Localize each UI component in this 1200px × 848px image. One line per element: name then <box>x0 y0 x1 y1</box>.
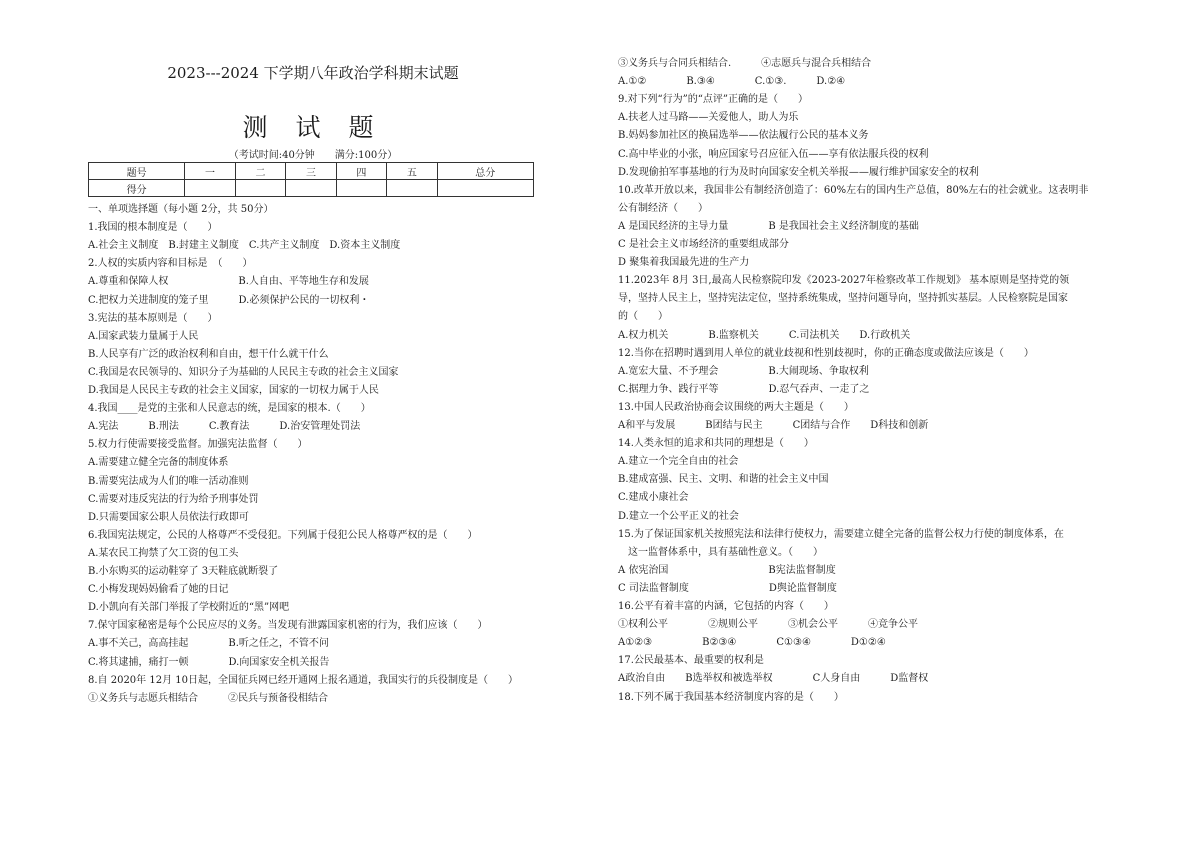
text-line: A.扶老人过马路——关爱他人，助人为乐 <box>618 112 799 124</box>
score-table-header-cell: 总分 <box>437 163 533 180</box>
text-line: A①②③ B②③④ C①③④ D①②④ <box>618 637 886 649</box>
text-line: 11.2023年 8月 3日,最高人民检察院印发《2023-2027年检察改革工作规划》 基本原则是坚持党的领 <box>618 275 1070 287</box>
text-line: B.建成富强、民主、文明、和谐的社会主义中国 <box>618 474 829 486</box>
score-cell <box>235 180 285 197</box>
text-line: A.①② B.③④ C.①③. D.②④ <box>618 76 846 88</box>
score-table <box>88 162 534 197</box>
text-line: 9.对下列“行为”的“点评”正确的是（ ） <box>618 94 808 106</box>
score-table-header-cell: 五 <box>387 163 437 180</box>
text-line: 15.为了保证国家机关按照宪法和法律行使权力，需要建立健全完备的监督公权力行使的制度体系，在 <box>618 528 1064 540</box>
text-line: D.发现偷拍军事基地的行为及时向国家安全机关举报——履行维护国家安全的权利 <box>618 166 979 178</box>
text-line: 4.我国____是党的主张和人民意志的统，是国家的根本.（ ） <box>88 403 371 415</box>
text-line: D.我国是人民民主专政的社会主义国家，国家的一切权力属于人民 <box>88 385 379 396</box>
text-line: A.权力机关 B.监察机关 C.司法机关 D.行政机关 <box>618 329 911 341</box>
text-line: A.国家武装力量属于人民 <box>88 330 199 342</box>
text-line: A 是国民经济的主导力量 B 是我国社会主义经济制度的基础 <box>618 220 919 232</box>
text-line: C.我国是农民领导的、知识分子为基础的人民民主专政的社会主义国家 <box>88 366 399 378</box>
score-row-label: 得分 <box>89 180 185 197</box>
text-line: C 是社会主义市场经济的重要组成部分 <box>618 239 789 250</box>
text-line: D.小凯向有关部门举报了学校附近的“黑”网吧 <box>88 602 290 614</box>
text-line: 这一监督体系中，具有基础性意义。（ ） <box>618 546 823 558</box>
score-table-header-cell: 四 <box>336 163 386 180</box>
text-line: 17.公民最基本、最重要的权利是 <box>618 655 764 667</box>
score-table-header-row <box>89 163 534 180</box>
text-line: A.社会主义制度 B.封建主义制度 C.共产主义制度 D.资本主义制度 <box>88 240 401 252</box>
text-line: 8.自 2020年 12月 10日起，全国征兵网已经开通网上报名通道，我国实行的兵役制度是（ ） <box>88 674 518 686</box>
text-line: 14.人类永恒的追求和共同的理想是（ ） <box>618 438 814 450</box>
text-line: A.建立一个完全自由的社会 <box>618 456 739 468</box>
text-line: 1.我国的根本制度是（ ） <box>88 222 218 234</box>
score-table-header-cell: 一 <box>185 163 235 180</box>
page-title: 测 试 题 <box>242 113 384 142</box>
text-line: A.宪法 B.刑法 C.教育法 D.治安管理处罚法 <box>88 421 361 433</box>
text-line: 2.人权的实质内容和目标是 （ ） <box>88 258 253 270</box>
text-line: A政治自由 B选举权和被选举权 C人身自由 D监督权 <box>618 673 929 685</box>
exam-title: 2023---2024 下学期八年政治学科期末试题 <box>167 64 459 82</box>
text-line: A.宽宏大量、不予理会 B.大闹现场、争取权利 <box>618 365 869 377</box>
text-line: 一、单项选择题（每小题 2分，共 50分） <box>88 204 274 215</box>
score-table-header-cell: 三 <box>286 163 336 180</box>
text-line: ①权利公平 ②规则公平 ③机会公平 ④竞争公平 <box>618 619 918 631</box>
score-cell <box>336 180 386 197</box>
text-line: A.尊重和保障人权 B.人自由、平等地生存和发展 <box>88 276 369 288</box>
text-line: 18.下列不属于我国基本经济制度内容的是（ ） <box>618 691 844 703</box>
score-cell <box>387 180 437 197</box>
score-table-header-cell: 题号 <box>89 163 185 180</box>
score-cell <box>286 180 336 197</box>
text-line: A和平与发展 B团结与民主 C团结与合作 D科技和创新 <box>618 420 929 431</box>
score-table-header-cell: 二 <box>235 163 285 180</box>
text-line: C.建成小康社会 <box>618 492 689 504</box>
text-line: B.人民享有广泛的政治权利和自由，想干什么就干什么 <box>88 348 329 360</box>
text-line: C.高中毕业的小张，响应国家号召应征入伍——享有依法服兵役的权利 <box>618 148 929 160</box>
text-line: A 依宪治国 B宪法监督制度 <box>618 564 836 576</box>
text-line: 3.宪法的基本原则是（ ） <box>88 312 218 324</box>
text-line: A.某农民工拘禁了欠工资的包工头 <box>88 547 239 559</box>
text-line: 公有制经济（ ） <box>618 202 708 214</box>
text-line: C.把权力关进制度的笼子里 D.必须保护公民的一切权利・ <box>88 294 370 306</box>
text-line: 6.我国宪法规定，公民的人格尊严不受侵犯。下列属于侵犯公民人格尊严权的是（ ） <box>88 529 478 541</box>
text-line: A.需要建立健全完备的制度体系 <box>88 457 229 469</box>
exam-info: （考试时间:40分钟 满分:100分） <box>228 150 398 161</box>
text-line: C.据理力争、践行平等 D.忍气吞声、一走了之 <box>618 383 870 395</box>
score-table-score-row <box>89 180 534 197</box>
text-line: C.将其逮捕，痛打一顿 D.向国家安全机关报告 <box>88 656 330 668</box>
text-line: 13.中国人民政治协商会议围绕的两大主题是（ ） <box>618 401 854 413</box>
text-line: B.妈妈参加社区的换届选举——依法履行公民的基本义务 <box>618 130 869 142</box>
text-line: 5.权力行使需要接受监督。加强宪法监督（ ） <box>88 439 308 451</box>
text-line: C.小梅发现妈妈偷看了她的日记 <box>88 584 229 596</box>
text-line: 16.公平有着丰富的内涵，它包括的内容（ ） <box>618 601 834 612</box>
score-cell <box>185 180 235 197</box>
text-line: 10.改革开放以来，我国非公有制经济创造了：60%左右的国内生产总值，80%左右的社会就业。这表明非 <box>618 184 1089 196</box>
text-line: 12.当你在招聘时遇到用人单位的就业歧视和性别歧视时，你的正确态度或做法应该是（ ） <box>618 347 1034 359</box>
text-line: ③义务兵与合同兵相结合. ④志愿兵与混合兵相结合 <box>618 58 872 69</box>
text-line: 的（ ） <box>618 311 668 323</box>
text-line: 导，坚持人民主上，坚持宪法定位，坚持系统集成，坚持问题导向，坚持抓实基层。人民检察院是国家 <box>618 293 1068 305</box>
text-line: 7.保守国家秘密是每个公民应尽的义务。当发现有泄露国家机密的行为，我们应该（ ） <box>88 620 488 632</box>
text-line: D.建立一个公平正义的社会 <box>618 510 739 522</box>
text-line: D 聚集着我国最先进的生产力 <box>618 257 750 269</box>
text-line: B.小东购买的运动鞋穿了 3天鞋底就断裂了 <box>88 566 279 577</box>
text-line: ①义务兵与志愿兵相结合 ②民兵与预备役相结合 <box>88 692 328 704</box>
text-line: C.需要对违反宪法的行为给予刑事处罚 <box>88 493 259 505</box>
text-line: B.需要宪法成为人们的唯一活动准则 <box>88 475 249 487</box>
text-line: A.事不关己，高高挂起 B.听之任之，不管不问 <box>88 638 329 650</box>
score-cell <box>437 180 533 197</box>
text-line: C 司法监督制度 D舆论监督制度 <box>618 582 837 594</box>
text-line: D.只需要国家公职人员依法行政即可 <box>88 511 249 523</box>
